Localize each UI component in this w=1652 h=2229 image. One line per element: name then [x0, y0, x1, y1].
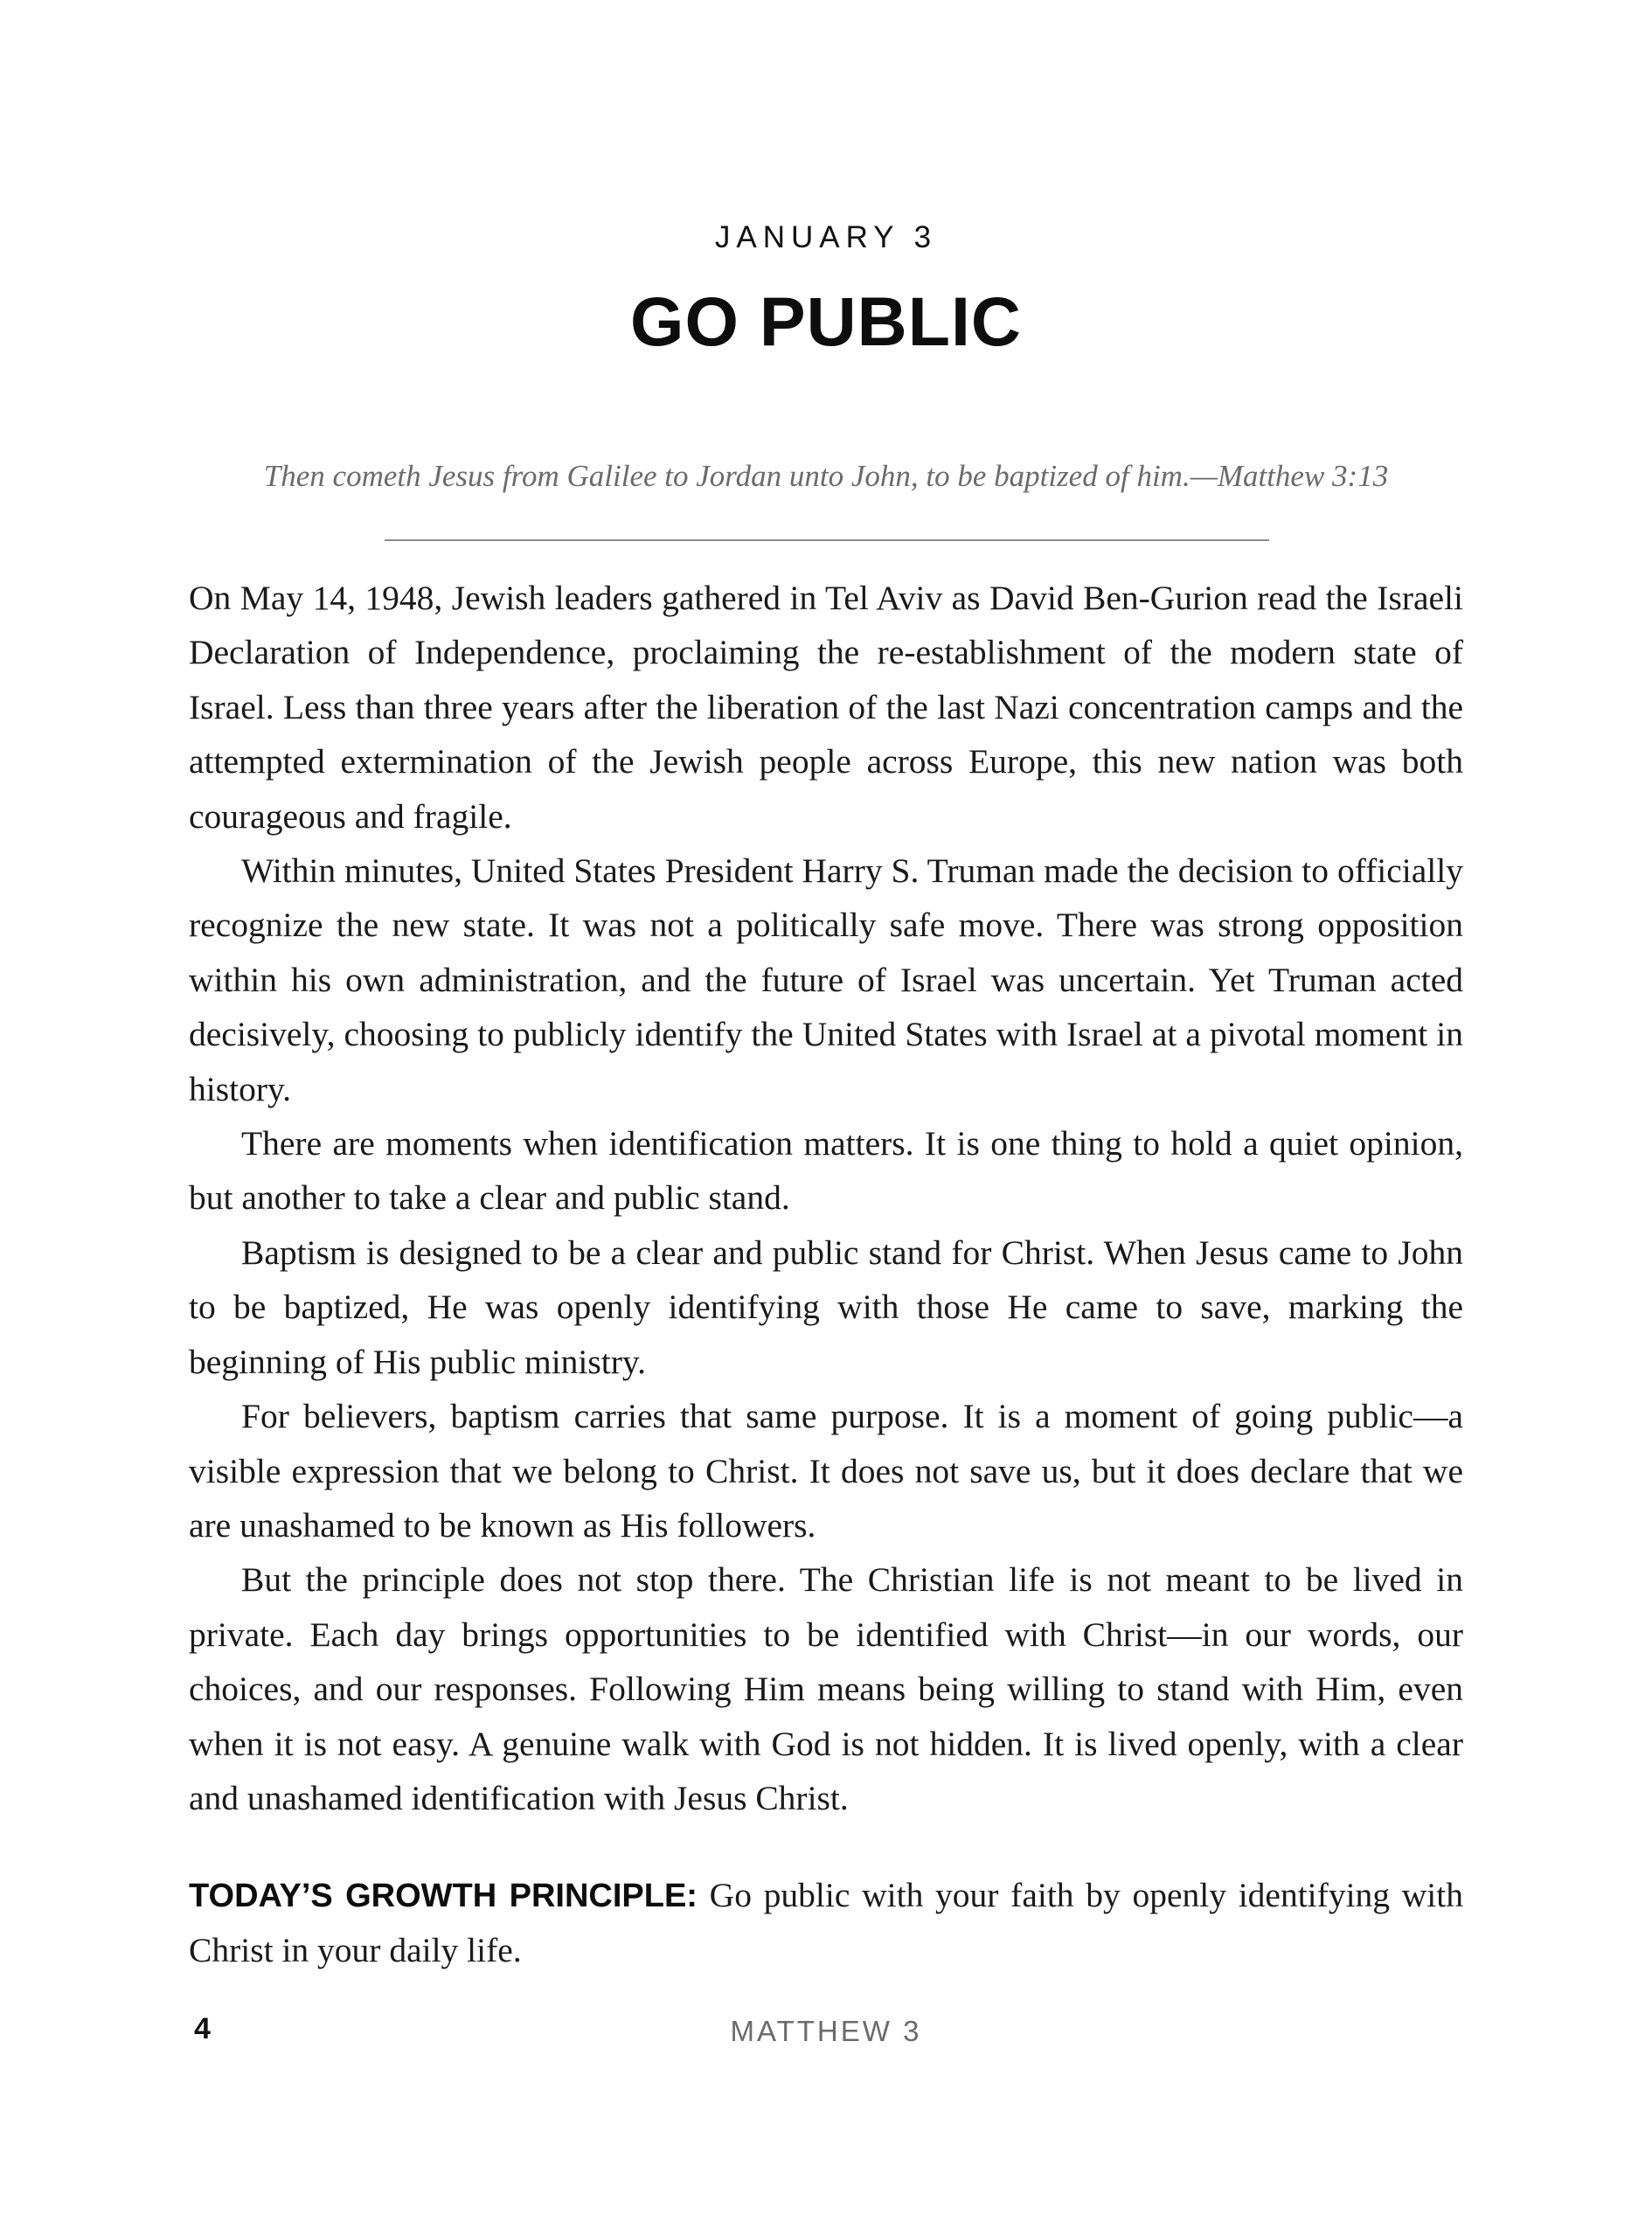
- growth-principle-label: TODAY’S GROWTH PRINCIPLE:: [189, 1878, 698, 1914]
- epigraph-verse: Then cometh Jesus from Galilee to Jordan unto John, to be baptized of him.—Matthew 3:13: [263, 459, 1389, 493]
- growth-principle-text: Go public with your faith by openly identifying with Christ in your daily life.: [189, 1876, 1463, 1970]
- body-paragraph: For believers, baptism carries that same purpose. It is a moment of going public—a visible expression that we belong to Christ. It does not save us, but it does declare that we are unashamed to be known as His followers.: [189, 1397, 1463, 1545]
- body-paragraph: But the principle does not stop there. The Christian life is not meant to be lived in private. Each day brings opportunities to be identified with Christ—in our words, our choices, and our responses. Following Him means being willing to stand with Him, even when it is not easy. A genuine walk with God is not hidden. It is lived openly, with a clear and unashamed identification with Jesus Christ.: [189, 1560, 1463, 1817]
- divider-rule: [385, 539, 1269, 541]
- devotional-date: JANUARY 3: [714, 220, 938, 254]
- body-paragraph: Baptism is designed to be a clear and public stand for Christ. When Jesus came to John to be baptized, He was openly identifying with those He came to save, marking the beginning of His public ministry.: [189, 1233, 1463, 1381]
- body-paragraph: On May 14, 1948, Jewish leaders gathered in Tel Aviv as David Ben-Gurion read the Israeli Declaration of Independence, proclaiming the re-establishment of the modern state of Israel. Less than three years after the liberation of the last Nazi concentration camps and the attempted extermination of the Jewish people across Europe, this new nation was both courageous and fragile.: [189, 579, 1463, 836]
- devotional-body: [189, 571, 1463, 1825]
- body-paragraph: Within minutes, United States President Harry S. Truman made the decision to officially recognize the new state. It was not a politically safe move. There was strong opposition within his own administration, and the future of Israel was uncertain. Yet Truman acted decisively, choosing to publicly identify the United States with Israel at a pivotal moment in history.: [189, 851, 1463, 1108]
- body-paragraph: There are moments when identification matters. It is one thing to hold a quiet opinion, but another to take a clear and public stand.: [189, 1124, 1463, 1218]
- page-number: 4: [194, 2012, 211, 2045]
- devotional-title: GO PUBLIC: [630, 282, 1022, 360]
- growth-principle: [189, 1868, 1463, 1978]
- running-foot: MATTHEW 3: [730, 2015, 922, 2047]
